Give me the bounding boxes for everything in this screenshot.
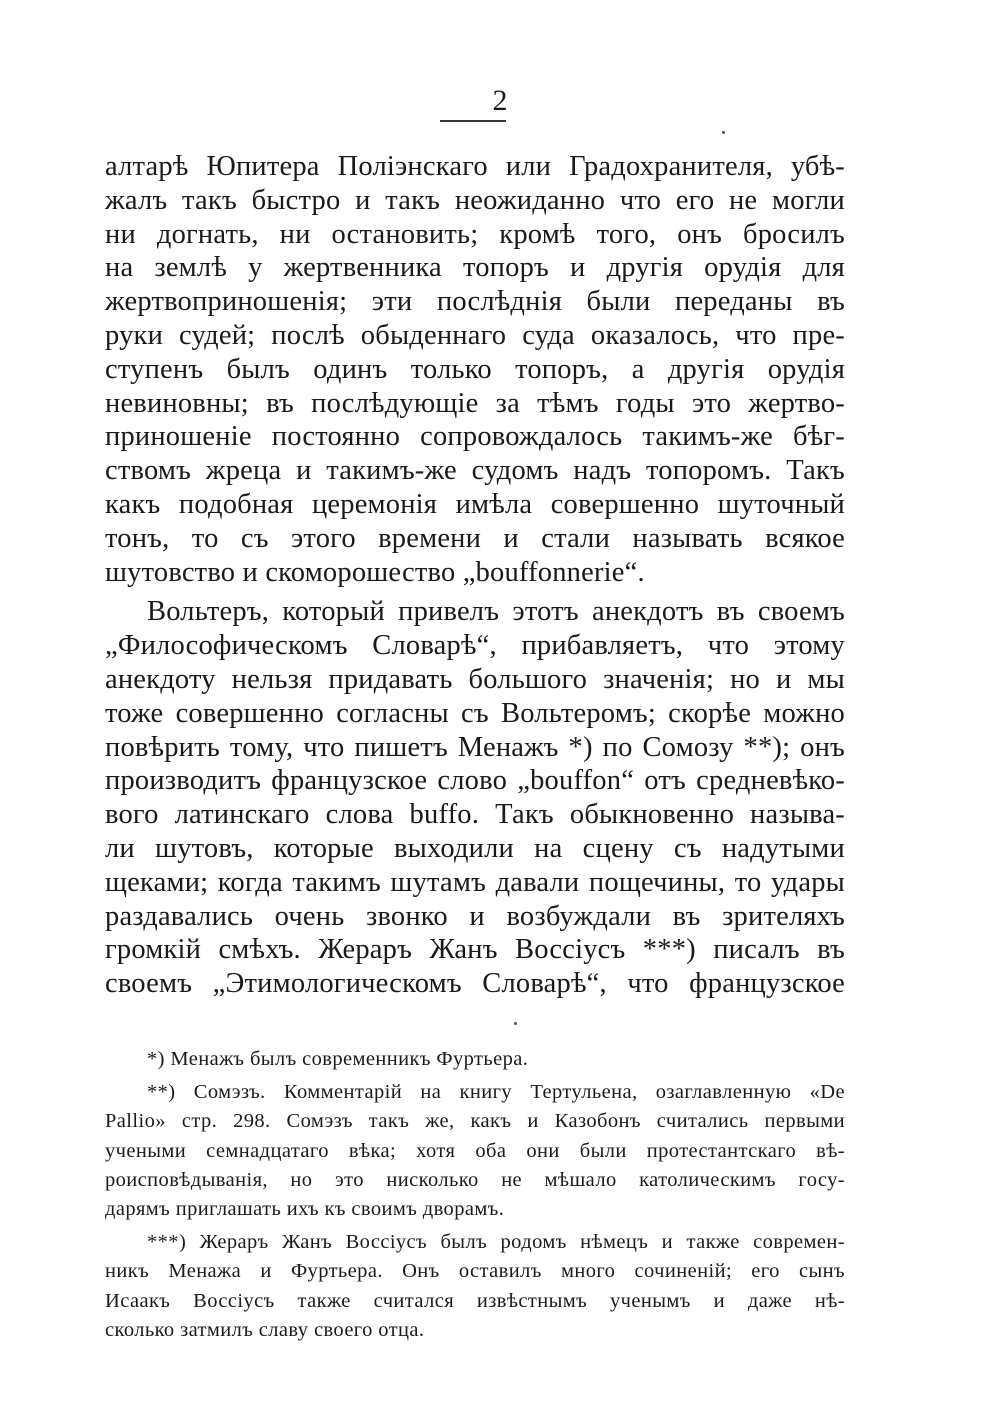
text-line: своемъ „Этимологическомъ Словарѣ“, что французское [105,968,845,1000]
text-line: жертвоприношенія; эти послѣднія были переданы въ [105,286,845,318]
footnote-line: Pallio» стр. 298. Сомэзъ такъ же, какъ и Казобонъ считались первыми [105,1110,845,1133]
text-line: ступенъ былъ одинъ только топоръ, а другія орудія [105,353,845,385]
text-line: какъ подобная церемонія имѣла совершенно шуточный [105,488,845,520]
footnote-line: Исаакъ Воссіусъ также считался извѣстнымъ ученымъ и даже нѣ- [105,1289,845,1312]
text-line: громкій смѣхъ. Жераръ Жанъ Воссіусъ ***) писалъ въ [105,934,845,966]
footnote-line: учеными семнадцатаго вѣка; хотя оба они были протестантскаго вѣ- [105,1139,845,1162]
text-line: ни догнать, ни остановить; кромѣ того, онъ бросилъ [105,218,845,250]
footnote-line: сколько затмилъ славу своего отца. [105,1318,425,1341]
text-line: ли шутовъ, которые выходили на сцену съ надутыми [105,832,845,864]
footnotes [105,1045,845,1345]
text-line: руки судей; послѣ обыденнаго суда оказалось, что пре- [105,319,845,351]
text-line: тоже совершенно согласны съ Вольтеромъ; скорѣе можно [105,697,845,729]
body-text [105,150,845,1001]
text-line: производитъ французское слово „bouffon“ отъ средневѣко- [105,765,845,797]
text-line: вого латинскаго слова buffo. Такъ обыкновенно называ- [105,799,845,831]
text-line: Вольтеръ, который привелъ этотъ анекдотъ въ своемъ [147,596,845,628]
footnote-line: *) Менажъ былъ современникъ Фуртьера. [147,1048,529,1070]
footnote-line: **) Сомэзъ. Комментарій на книгу Тертульена, озаглавленную «De [147,1081,845,1104]
text-line: повѣрить тому, что пишетъ Менажъ *) по Сомозу **); онъ [105,731,845,763]
text-line: невиновны; въ послѣдующіе за тѣмъ годы это жертво- [105,387,845,419]
footnote-line: роисповѣдыванія, но это нисколько не мѣшало католическимъ госу- [105,1168,845,1191]
footnote-line: дарямъ приглашать ихъ къ своимъ дворамъ. [105,1197,505,1220]
scan-speck [514,1022,517,1025]
page-number: 2 [492,84,508,117]
text-line: на землѣ у жертвенника топоръ и другія орудія для [105,252,845,284]
text-line: щеками; когда такимъ шутамъ давали пощечины, то удары [105,866,845,898]
text-line: ствомъ жреца и такимъ-же судомъ надъ топоромъ. Такъ [105,455,845,487]
text-line: алтарѣ Юпитера Поліэнскаго или Градохранителя, убѣ- [105,151,845,182]
footnote-line: никъ Менажа и Фуртьера. Онъ оставилъ много сочиненій; его сынъ [105,1260,845,1283]
scan-speck [722,131,725,134]
text-line: шутовство и скоморошество „bouffonnerie“. [105,556,645,588]
text-line: раздавались очень звонко и возбуждали въ зрителяхъ [105,900,845,932]
text-line: анекдоту нельзя придавать большого значенія; но и мы [105,663,845,695]
text-line: жалъ такъ быстро и такъ неожиданно что его не могли [105,184,845,216]
text-line: тонъ, то съ этого времени и стали называть всякое [105,522,845,554]
text-line: приношеніе постоянно сопровождалось такимъ-же бѣг- [105,421,845,453]
footnote-line: ***) Жераръ Жанъ Воссіусъ былъ родомъ нѣмецъ и также современ- [147,1231,845,1254]
text-line: „Философическомъ Словарѣ“, прибавляетъ, что этому [105,630,845,662]
page-number-rule [440,120,506,122]
